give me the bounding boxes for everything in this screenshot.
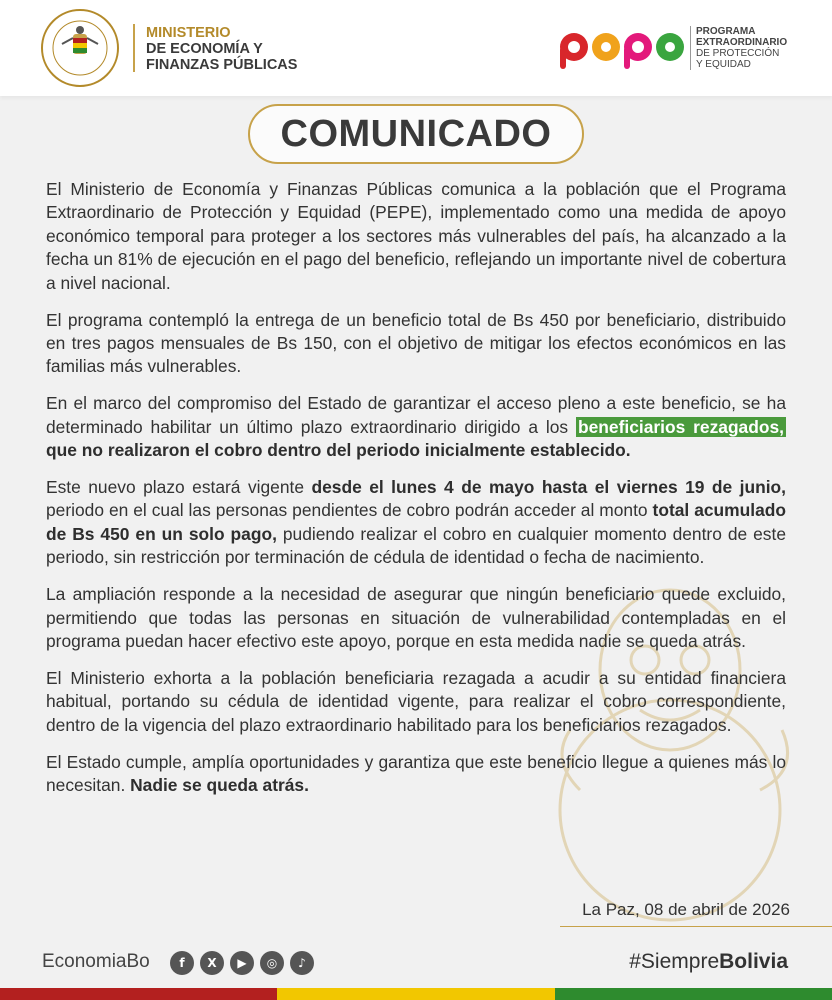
social-icons [170, 951, 314, 975]
header-divider [133, 24, 135, 72]
paragraph-7-text: El Estado cumple, amplía oportunidades y garantiza que este beneficio llegue a quienes más lo necesitan. [46, 751, 786, 795]
hashtag-prefix: #Siempre [629, 950, 720, 973]
paragraph-3 [46, 392, 786, 462]
paragraph-3-text-a: En el marco del compromiso del Estado de garantizar el acceso pleno a este beneficio, se ha determinado habilitar un último plazo extraordinario dirigido a los [46, 393, 786, 437]
hashtag-bold: Bolivia [719, 950, 788, 973]
place-date: La Paz, 08 de abril de 2026 [582, 900, 790, 919]
page-title: COMUNICADO [280, 112, 552, 155]
flag-stripe-red [0, 988, 277, 1000]
statement-body [46, 178, 786, 811]
pepe-line-1: PROGRAMA [696, 26, 756, 37]
instagram-icon[interactable]: ◎ [260, 951, 284, 975]
pepe-line-3: DE PROTECCIÓN [696, 48, 780, 59]
footer-brand: EconomiaBo [42, 951, 150, 972]
paragraph-4-amount: total acumulado de Bs 450 en un solo pago, [46, 500, 786, 544]
youtube-icon[interactable]: ▶ [230, 951, 254, 975]
state-seal-icon [40, 8, 120, 88]
pepe-program-name [696, 26, 787, 70]
paragraph-7 [46, 751, 786, 798]
title-frame [248, 104, 584, 164]
pepe-line-2: EXTRAORDINARIO [696, 37, 788, 48]
paragraph-6: El Ministerio exhorta a la población beneficiaria rezagada a acudir a su entidad financiera habitual, portando su cédula de identidad vigente, para realizar el cobro correspondiente, dentro de la vigencia del plazo extraordinario habilitado para los beneficiarios rezagados. [46, 667, 786, 735]
paragraph-4-dates: desde el lunes 4 de mayo hasta el viernes 19 de junio, [311, 476, 786, 497]
paragraph-4-text-b: periodo en el cual las personas pendientes de cobro podrán acceder al monto [46, 500, 653, 521]
paragraph-5: La ampliación responde a la necesidad de asegurar que ningún beneficiario quede excluido, permitiendo que todas las personas en situación de vulnerabilidad contempladas en el programa puedan hacer efectivo este apoyo, porque en esta medida nadie se queda atrás. [46, 584, 786, 651]
paragraph-4-text-c: pudiendo realizar el cobro en cualquier momento dentro de este periodo, sin restricción por terminación de cédula de identidad o fecha de nacimiento. [46, 523, 786, 568]
ministry-name [146, 25, 297, 73]
ministry-line-3: FINANZAS PÚBLICAS [146, 57, 298, 73]
facebook-icon[interactable]: f [170, 951, 194, 975]
highlight-rezagados: beneficiarios rezagados, [577, 416, 784, 437]
paragraph-4 [46, 476, 786, 570]
tiktok-icon[interactable]: ♪ [290, 951, 314, 975]
x-icon[interactable]: X [200, 951, 224, 975]
paragraph-3-bold: que no realizaron el cobro dentro del periodo inicialmente establecido. [46, 440, 631, 461]
flag-stripe-green [555, 988, 832, 1000]
paragraph-1: El Ministerio de Economía y Finanzas Públicas comunica a la población que el Programa Extraordinario de Protección y Equidad (PEPE), implementado como una medida de apoyo económico temporal para proteger a los sectores más vulnerables del país, ha alcanzado a la fecha un 81% de ejecución en el pago del beneficio, reflejando un importante nivel de cobertura a nivel nacional. [46, 179, 786, 293]
header-bar [0, 0, 832, 96]
paragraph-7-bold: Nadie se queda atrás. [130, 774, 309, 795]
pepe-logo [556, 22, 688, 72]
paragraph-2: El programa contempló la entrega de un beneficio total de Bs 450 por beneficiario, distribuido en tres pagos mensuales de Bs 150, con el objetivo de mitigar los efectos económicos en las familias más vulnerables. [46, 309, 786, 377]
gold-divider [560, 926, 832, 927]
pepe-line-4: Y EQUIDAD [696, 59, 751, 70]
ministry-line-1: MINISTERIO [146, 25, 231, 41]
hashtag [629, 950, 788, 974]
ministry-line-2: DE ECONOMÍA Y [146, 41, 263, 57]
flag-stripe-yellow [277, 988, 555, 1000]
pepe-divider [690, 26, 691, 70]
paragraph-4-text-a: Este nuevo plazo estará vigente [46, 476, 312, 497]
